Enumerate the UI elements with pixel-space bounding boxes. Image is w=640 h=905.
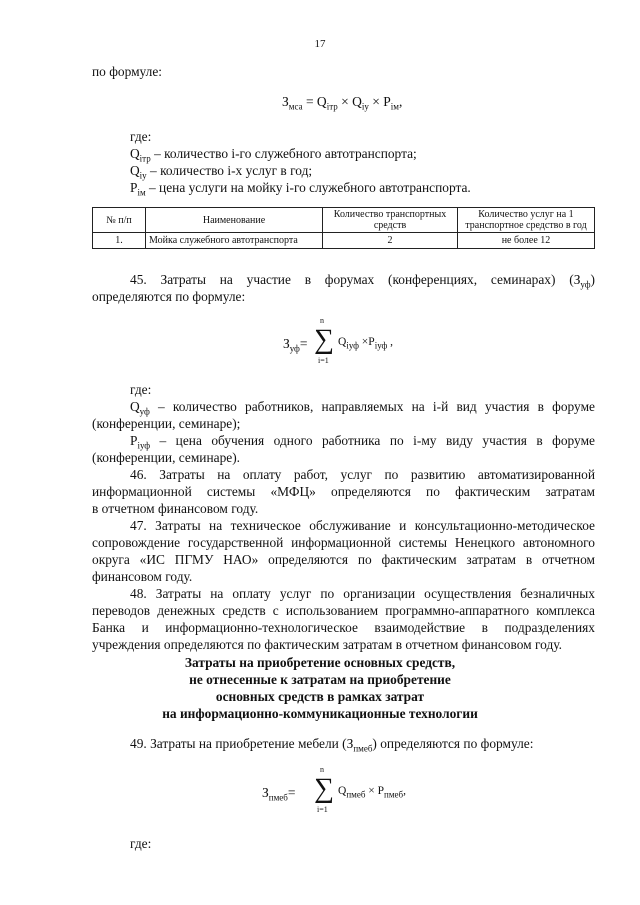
where-label: где: bbox=[130, 129, 152, 144]
p47-line-2: сопровождение государственной информационной системы Ненецкого автономного bbox=[92, 535, 595, 550]
formula-forum: $З_{уф}=$ bbox=[283, 336, 308, 354]
table-header-cell: Наименование bbox=[146, 208, 323, 233]
sum-lower-limit: i=1 bbox=[317, 805, 328, 814]
formula-forum-terms: $Q_{iуф} \times P_{iуф}$ , bbox=[338, 336, 394, 351]
section-heading-line-2: не отнесенные к затратам на приобретение bbox=[189, 672, 451, 687]
intro-text: по формуле: bbox=[92, 64, 162, 79]
section-heading-line-3: основных средств в рамках затрат bbox=[215, 689, 425, 704]
definition-q-iu: $Q_{iу}$ – количество i-х услуг в год; bbox=[130, 163, 313, 181]
definition-p-iuf: $P_{iуф}$ – цена обучения одного работника по i-му виду участия в форуме bbox=[130, 433, 595, 451]
definition-q-uf-cont: (конференции, семинаре); bbox=[92, 416, 241, 431]
sum-lower-limit: i=1 bbox=[318, 356, 329, 365]
formula-furniture: $З_{пмеб}=$ bbox=[262, 785, 296, 803]
p45-line-1: 45. Затраты на участие в форумах (конференциях, семинарах) $(З_{уф})$ bbox=[130, 272, 595, 290]
p45-line-2: определяются по формуле: bbox=[92, 289, 246, 304]
p46-line-2: информационной системы «МФЦ» определяются по фактическим затратам bbox=[92, 484, 595, 499]
table-header-cell: № п/п bbox=[93, 208, 146, 233]
p48-line-1: 48. Затраты на оплату услуг по организации осуществления безналичных bbox=[130, 586, 595, 601]
p49-line-1: 49. Затраты на приобретение мебели $(З_{пмеб})$ определяются по формуле: bbox=[130, 736, 534, 754]
sum-upper-limit: n bbox=[320, 765, 324, 774]
sigma-icon: ∑ bbox=[314, 324, 334, 355]
section-heading-line-4: на информационно-коммуникационные технологии bbox=[162, 706, 478, 721]
p46-line-3: в отчетном финансовом году. bbox=[92, 501, 259, 516]
p47-line-3: округа «ИС ПГМУ НАО» определяются по фактическим затратам в отчетном bbox=[92, 552, 595, 567]
section-heading-line-1: Затраты на приобретение основных средств, bbox=[184, 655, 456, 670]
definition-p-iuf-cont: (конференции, семинаре). bbox=[92, 450, 241, 465]
where-label: где: bbox=[130, 836, 152, 851]
p47-line-4: финансовом году. bbox=[92, 569, 193, 584]
p46-line-1: 46. Затраты на оплату работ, услуг по развитию автоматизированной bbox=[130, 467, 595, 482]
sigma-icon: ∑ bbox=[314, 773, 334, 804]
p48-line-2: переводов денежных средств с использованием программно-аппаратного комплекса bbox=[92, 603, 595, 618]
formula-furniture-terms: $Q_{пмеб} \times P_{пмеб}$, bbox=[338, 785, 407, 800]
page-number: 17 bbox=[314, 38, 326, 50]
p48-line-4: учреждения определяются по фактическим затратам в отчетном финансовом году. bbox=[92, 637, 562, 652]
table-cell: не более 12 bbox=[458, 233, 595, 249]
table-row bbox=[93, 233, 595, 249]
formula-car-wash: $З_{мса} = Q_{iтр} \times Q_{iу} \times P_{iм}$, bbox=[282, 94, 403, 112]
definition-q-itr: $Q_{iтр}$ – количество i-го служебного автотранспорта; bbox=[130, 146, 417, 164]
definition-q-uf: $Q_{уф}$ – количество работников, направляемых на i-й вид участия в форуме bbox=[130, 399, 595, 417]
car-wash-table bbox=[92, 207, 595, 249]
table-header-cell: Количество транспортных средств bbox=[323, 208, 458, 233]
table-header-cell: Количество услуг на 1 транспортное средство в год bbox=[458, 208, 595, 233]
p48-line-3: Банка и информационно-технологическое взаимодействие в подразделениях bbox=[92, 620, 595, 635]
table-header-row bbox=[93, 208, 595, 233]
sum-upper-limit: n bbox=[320, 316, 324, 325]
p47-line-1: 47. Затраты на техническое обслуживание и консультационно-методическое bbox=[130, 518, 595, 533]
table-cell: 1. bbox=[93, 233, 146, 249]
table-cell: 2 bbox=[323, 233, 458, 249]
table-cell: Мойка служебного автотранспорта bbox=[146, 233, 323, 249]
definition-p-im: $P_{iм}$ – цена услуги на мойку i-го служебного автотранспорта. bbox=[130, 180, 471, 198]
where-label: где: bbox=[130, 382, 152, 397]
